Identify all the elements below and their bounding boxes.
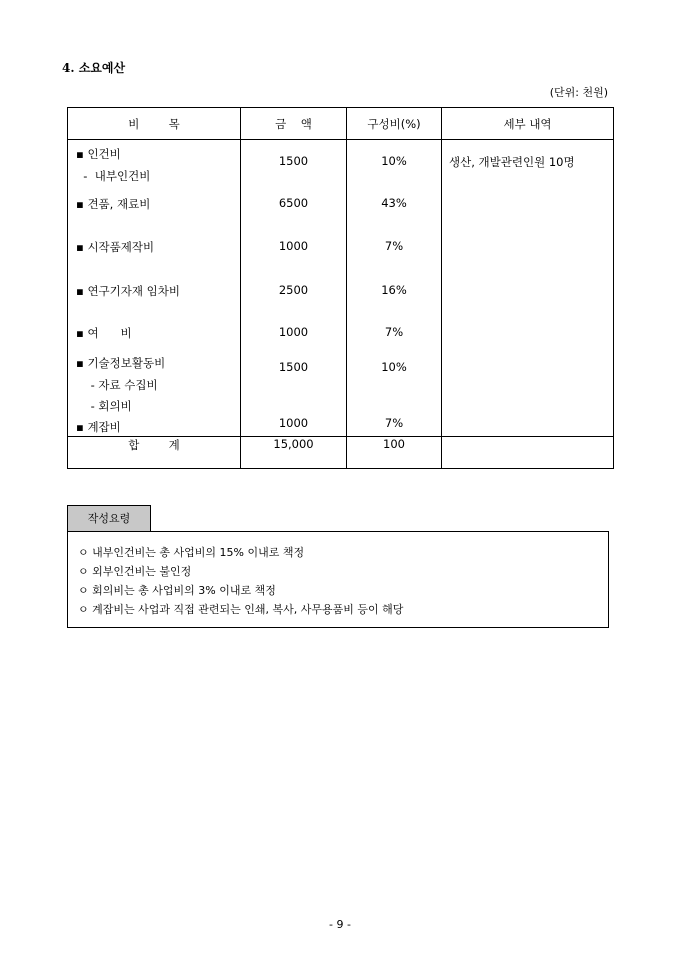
- item-ratio: 43%: [381, 196, 407, 210]
- item-label: - 회의비: [76, 399, 132, 413]
- item-label: ▪ 인건비: [76, 147, 121, 161]
- item-ratio: 7%: [384, 325, 404, 339]
- item-detail: 생산, 개발관련인원 10명: [449, 155, 575, 169]
- header-amount: 금 액: [241, 108, 347, 140]
- item-amount: 2500: [278, 283, 309, 297]
- item-label: ▪ 연구기자재 임차비: [76, 284, 180, 298]
- category-column: [68, 140, 241, 437]
- guide-line: ㅇ 외부인건비는 불인정: [78, 565, 192, 578]
- item-label: ▪ 시작품제작비: [76, 240, 155, 254]
- item-amount: 1000: [278, 325, 309, 339]
- table-header-row: [68, 108, 614, 140]
- page-number: - 9 -: [329, 918, 351, 931]
- header-category: 비 목: [68, 108, 241, 140]
- item-label: - 자료 수집비: [76, 378, 158, 392]
- item-amount: 1000: [278, 416, 309, 430]
- header-ratio: 구성비(%): [347, 108, 442, 140]
- table-body-row: [68, 140, 614, 437]
- item-amount: 1500: [278, 154, 309, 168]
- total-ratio: 100: [347, 437, 442, 469]
- item-ratio: 16%: [381, 283, 407, 297]
- total-detail: [442, 437, 614, 469]
- guide-line: ㅇ 내부인건비는 총 사업비의 15% 이내로 책정: [78, 546, 305, 559]
- detail-column: [442, 140, 614, 437]
- item-ratio: 7%: [384, 239, 404, 253]
- item-ratio: 7%: [384, 416, 404, 430]
- budget-table: [67, 107, 614, 469]
- unit-label: (단위: 천원): [549, 86, 608, 99]
- total-row: [68, 437, 614, 469]
- item-ratio: 10%: [381, 360, 407, 374]
- total-label: 합 계: [68, 437, 241, 469]
- item-label: - 내부인건비: [76, 169, 151, 183]
- amount-column: [241, 140, 347, 437]
- item-amount: 1000: [278, 239, 309, 253]
- total-amount: 15,000: [241, 437, 347, 469]
- guide-box: [67, 531, 609, 628]
- item-amount: 6500: [278, 196, 309, 210]
- item-amount: 1500: [278, 360, 309, 374]
- item-label: ▪ 여 비: [76, 326, 132, 340]
- guide-tab-label: 작성요령: [67, 505, 151, 532]
- header-detail: 세부 내역: [442, 108, 614, 140]
- item-label: ▪ 계잡비: [76, 420, 121, 434]
- section-heading: 4. 소요예산: [62, 61, 126, 75]
- item-label: ▪ 기술정보활동비: [76, 356, 166, 370]
- guide-line: ㅇ 계잡비는 사업과 직접 관련되는 인쇄, 복사, 사무용품비 등이 해당: [78, 603, 404, 616]
- item-ratio: 10%: [381, 154, 407, 168]
- ratio-column: [347, 140, 442, 437]
- item-label: ▪ 견품, 재료비: [76, 197, 151, 211]
- guide-line: ㅇ 회의비는 총 사업비의 3% 이내로 책정: [78, 584, 276, 597]
